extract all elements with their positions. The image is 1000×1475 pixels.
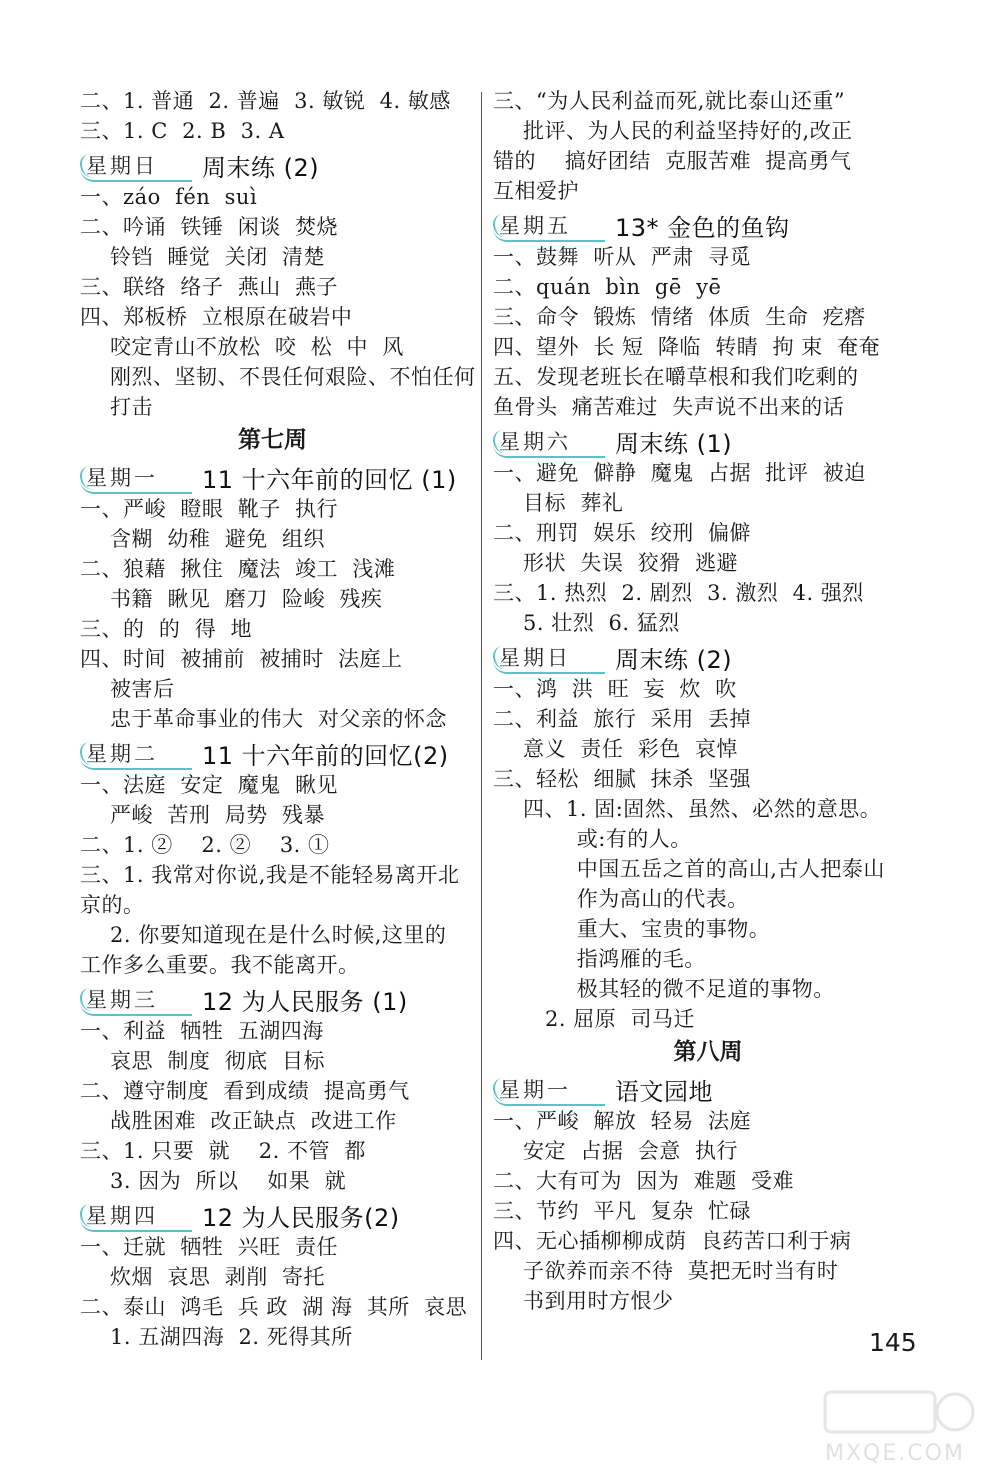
answer-line: 二、遵守制度 看到成绩 提高勇气 <box>80 1079 410 1103</box>
answer-line: 2. 屈原 司马迁 <box>545 1007 696 1031</box>
day-header <box>80 982 465 1016</box>
answer-line: 错的 搞好团结 克服苦难 提高勇气 <box>493 149 852 173</box>
answer-line: 工作多么重要。我不能离开。 <box>80 953 360 977</box>
answer-line: 指鸿雁的毛。 <box>548 947 706 971</box>
answer-line: 形状 失误 狡猾 逃避 <box>523 551 739 575</box>
answer-line: 一、严峻 瞪眼 靴子 执行 <box>80 497 339 521</box>
answer-line: 5. 壮烈 6. 猛烈 <box>523 611 680 635</box>
answer-line: 三、1. 我常对你说,我是不能轻易离开北 <box>80 863 460 887</box>
answer-line: 三、命令 锻炼 情绪 体质 生命 疙瘩 <box>493 305 866 329</box>
right-column <box>493 86 923 1316</box>
answer-line: 批评、为人民的利益坚持好的,改正 <box>523 119 853 143</box>
answer-line: 一、迁就 牺牲 兴旺 责任 <box>80 1235 339 1259</box>
day-header <box>80 148 465 182</box>
answer-line: 四、时间 被捕前 被捕时 法庭上 <box>80 647 403 671</box>
day-header <box>80 460 465 494</box>
answer-line: 二、泰山 鸿毛 兵 政 湖 海 其所 哀思 <box>80 1295 468 1319</box>
day-header <box>493 1072 923 1106</box>
day-label: 星期六 <box>499 430 571 454</box>
answer-line: 三、的 的 得 地 <box>80 617 253 641</box>
answer-line: 3. 因为 所以 如果 就 <box>110 1169 347 1193</box>
answer-line: 一、鼓舞 听从 严肃 寻觅 <box>493 245 752 269</box>
answer-line: 四、望外 长 短 降临 转睛 拘 束 奄奄 <box>493 335 881 359</box>
answer-line: 含糊 幼稚 避免 组织 <box>110 527 326 551</box>
answer-line: 或:有的人。 <box>548 827 692 851</box>
lesson-title: 13* 金色的鱼钩 <box>615 214 790 242</box>
lesson-title: 周末练 (2) <box>202 154 320 182</box>
answer-line: 三、1. C 2. B 3. A <box>80 119 285 143</box>
answer-line: 一、利益 牺牲 五湖四海 <box>80 1019 324 1043</box>
day-header <box>493 640 923 674</box>
answer-line: 二、1. 普通 2. 普遍 3. 敏锐 4. 敏感 <box>80 89 451 113</box>
lesson-title: 11 十六年前的回忆 (1) <box>202 466 457 494</box>
answer-line: 咬定青山不放松 咬 松 中 风 <box>110 335 404 359</box>
lesson-title: 12 为人民服务 (1) <box>202 988 408 1016</box>
answer-line: 二、quán bìn gē yē <box>493 275 722 299</box>
answer-line: 一、严峻 解放 轻易 法庭 <box>493 1109 752 1133</box>
answer-line: 子欲养而亲不待 莫把无时当有时 <box>523 1259 839 1283</box>
day-label: 星期五 <box>499 214 571 238</box>
answer-line: 一、法庭 安定 魔鬼 瞅见 <box>80 773 339 797</box>
day-label: 星期日 <box>499 646 571 670</box>
answer-line: 三、1. 热烈 2. 剧烈 3. 激烈 4. 强烈 <box>493 581 864 605</box>
day-label: 星期二 <box>86 742 158 766</box>
day-label: 星期日 <box>86 154 158 178</box>
answer-line: 三、1. 只要 就 2. 不管 都 <box>80 1139 366 1163</box>
answer-line: 书籍 瞅见 磨刀 险峻 残疾 <box>110 587 383 611</box>
answer-line: 二、1. ② 2. ② 3. ① <box>80 833 330 857</box>
left-column <box>80 86 476 1352</box>
day-label: 星期三 <box>86 988 158 1012</box>
answer-line: 安定 占据 会意 执行 <box>523 1139 739 1163</box>
answer-line: 哀思 制度 彻底 目标 <box>110 1049 326 1073</box>
answer-line: 四、1. 固:固然、虽然、必然的意思。 <box>523 797 882 821</box>
day-label: 星期一 <box>86 466 158 490</box>
answer-line: 忠于革命事业的伟大 对父亲的怀念 <box>110 707 447 731</box>
watermark-text: MXQE.COM <box>825 1441 965 1466</box>
day-header <box>493 424 923 458</box>
week-heading: 第八周 <box>673 1039 743 1065</box>
answer-line: 三、节约 平凡 复杂 忙碌 <box>493 1199 752 1223</box>
answer-line: 二、狼藉 揪住 魔法 竣工 浅滩 <box>80 557 396 581</box>
lesson-title: 语文园地 <box>615 1078 713 1106</box>
watermark-logo <box>815 1382 975 1467</box>
answer-line: 1. 五湖四海 2. 死得其所 <box>110 1325 353 1349</box>
answer-line: 刚烈、坚韧、不畏任何艰险、不怕任何 <box>110 365 476 389</box>
answer-line: 三、联络 络子 燕山 燕子 <box>80 275 339 299</box>
answer-line: 2. 你要知道现在是什么时候,这里的 <box>110 923 447 947</box>
answer-line: 一、鸿 洪 旺 妄 炊 吹 <box>493 677 737 701</box>
answer-line: 重大、宝贵的事物。 <box>548 917 771 941</box>
lesson-title: 周末练 (1) <box>615 430 733 458</box>
answer-line: 二、大有可为 因为 难题 受难 <box>493 1169 795 1193</box>
week-heading: 第七周 <box>238 427 307 453</box>
page-number: 145 <box>869 1328 917 1357</box>
day-header <box>80 1198 465 1232</box>
day-header <box>80 736 465 770</box>
answer-line: 三、“为人民利益而死,就比泰山还重” <box>493 89 846 113</box>
answer-line: 互相爱护 <box>493 179 579 203</box>
answer-line: 京的。 <box>80 893 145 917</box>
answer-line: 鱼骨头 痛苦难过 失声说不出来的话 <box>493 395 845 419</box>
answer-line: 极其轻的微不足道的事物。 <box>548 977 835 1001</box>
answer-line: 四、郑板桥 立根原在破岩中 <box>80 305 353 329</box>
answer-line: 一、záo fén suì <box>80 185 258 209</box>
answer-line: 二、利益 旅行 采用 丢掉 <box>493 707 752 731</box>
answer-line: 二、刑罚 娱乐 绞刑 偏僻 <box>493 521 752 545</box>
answer-line: 一、避免 僻静 魔鬼 占据 批评 被迫 <box>493 461 866 485</box>
day-header <box>493 208 923 242</box>
answer-line: 意义 责任 彩色 哀悼 <box>523 737 739 761</box>
answer-line: 书到用时方恨少 <box>523 1289 674 1313</box>
answer-line: 战胜困难 改正缺点 改进工作 <box>110 1109 397 1133</box>
answer-line: 铃铛 睡觉 关闭 清楚 <box>110 245 326 269</box>
answer-line: 打击 <box>110 395 153 419</box>
lesson-title: 11 十六年前的回忆(2) <box>202 742 449 770</box>
day-label: 星期四 <box>86 1204 158 1228</box>
answer-line: 严峻 苦刑 局势 残暴 <box>110 803 326 827</box>
lesson-title: 周末练 (2) <box>615 646 733 674</box>
answer-line: 二、吟诵 铁锤 闲谈 焚烧 <box>80 215 339 239</box>
day-label: 星期一 <box>499 1078 571 1102</box>
answer-line: 中国五岳之首的高山,古人把泰山 <box>548 857 885 881</box>
answer-line: 炊烟 哀思 剥削 寄托 <box>110 1265 326 1289</box>
answer-line: 三、轻松 细腻 抹杀 坚强 <box>493 767 752 791</box>
answer-line: 作为高山的代表。 <box>548 887 749 911</box>
column-divider <box>481 92 482 1360</box>
answer-line: 被害后 <box>110 677 175 701</box>
answer-line: 四、无心插柳柳成荫 良药苦口利于病 <box>493 1229 852 1253</box>
answer-line: 五、发现老班长在嚼草根和我们吃剩的 <box>493 365 859 389</box>
lesson-title: 12 为人民服务(2) <box>202 1204 400 1232</box>
answer-line: 目标 葬礼 <box>523 491 624 515</box>
